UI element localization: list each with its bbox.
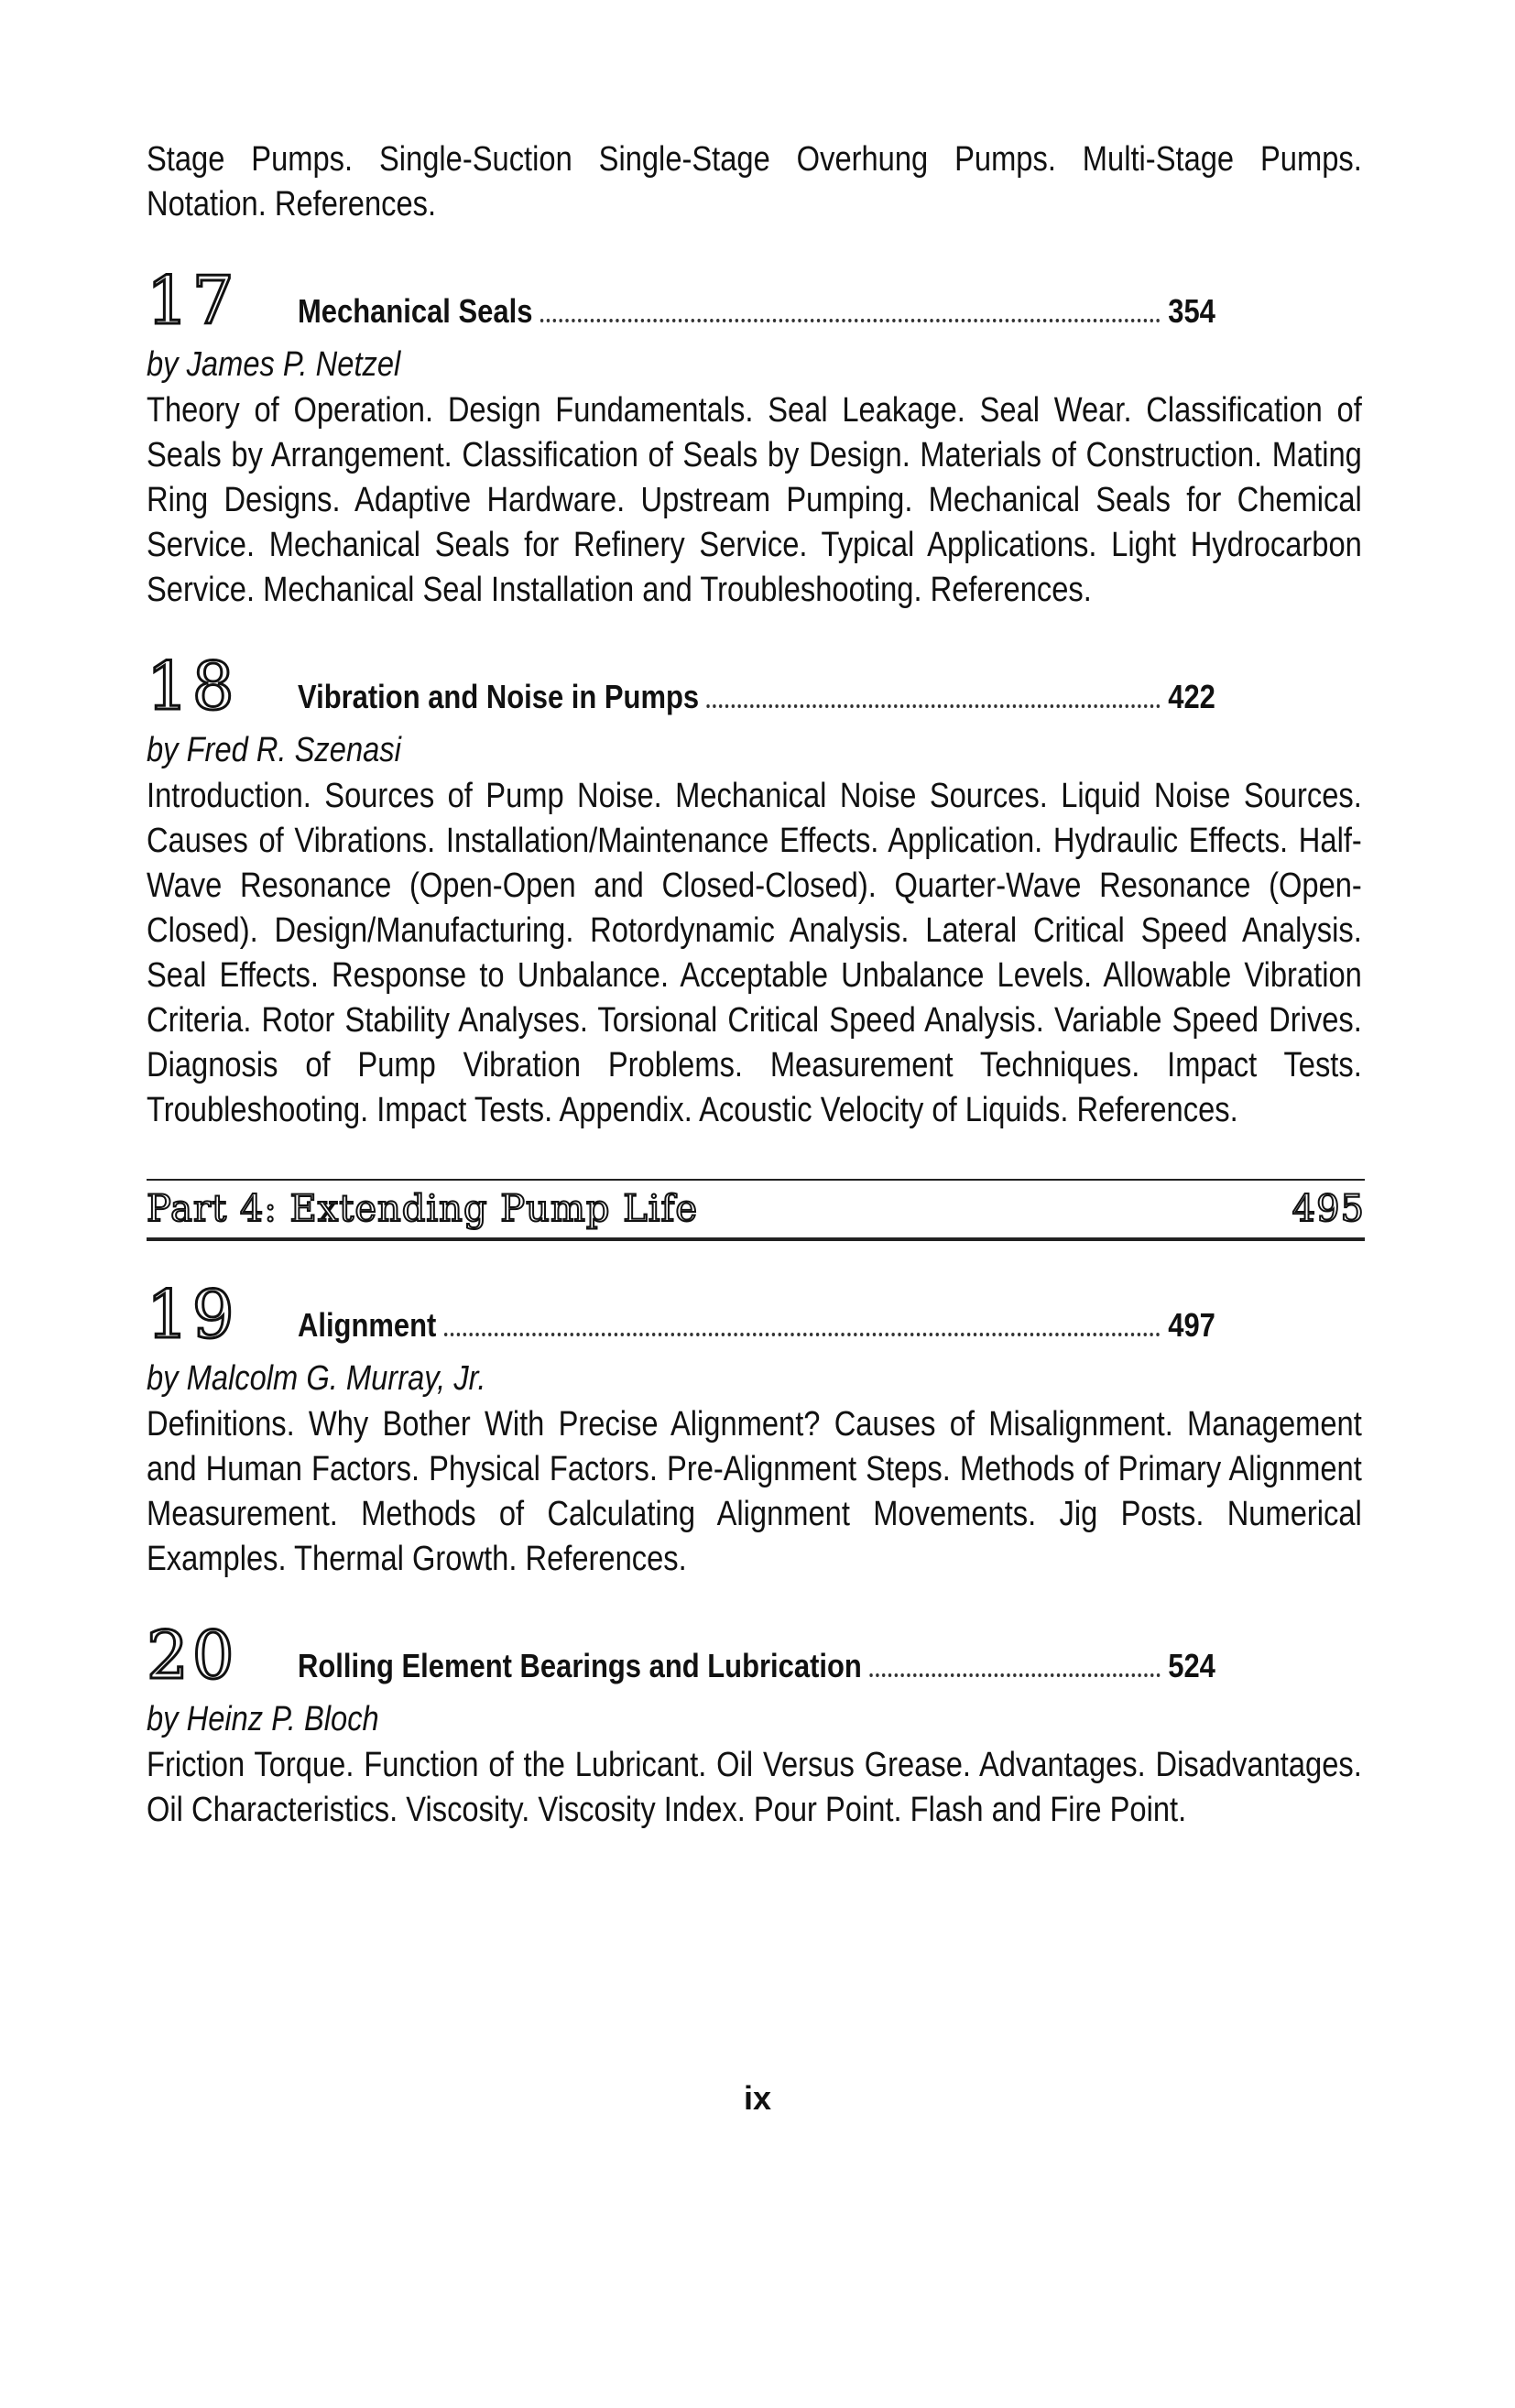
part-title: Part 4: Extending Pump Life — [147, 1188, 699, 1230]
chapter-number: 20 — [147, 1617, 238, 1694]
chapter-author: by Malcolm G. Murray, Jr. — [147, 1359, 486, 1398]
chapter-number: 17 — [147, 262, 238, 339]
chapter-number: 18 — [147, 648, 238, 725]
chapter-title: Rolling Element Bearings and Lubrication — [298, 1647, 862, 1684]
chapter-19-heading — [147, 1274, 1365, 1353]
chapter-title: Vibration and Noise in Pumps — [298, 678, 700, 715]
dot-leader — [707, 704, 1161, 708]
part-rule-bottom — [147, 1237, 1365, 1241]
chapter-18-heading — [147, 646, 1365, 725]
chapter-author: by James P. Netzel — [147, 345, 401, 384]
toc-page — [147, 137, 1365, 1833]
dot-leader — [540, 319, 1161, 322]
chapter-title-row — [298, 1648, 1215, 1688]
chapter-description: Introduction. Sources of Pump Noise. Mechanical Noise Sources. Liquid Noise Sources. Causes of Vibrations. Installation/Maintenance Effects. Application. Hydraulic Effects. Half-Wave Resonance (Open-Open and Closed-Closed). Quarter-Wave Resonance (Open-Closed). Design/Manufacturing. Rotordynamic Analysis. Lateral Critical Speed Analysis. Seal Effects. Response to Unbalance. Acceptable Unbalance Levels. Allowable Vibration Criteria. Rotor Stability Analyses. Torsional Critical Speed Analysis. Variable Speed Drives. Diagnosis of Pump Vibration Problems. Measurement Techniques. Impact Tests. Troubleshooting. Impact Tests. Appendix. Acoustic Velocity of Liquids. References. — [147, 777, 1362, 1129]
part-page-number: 495 — [1292, 1188, 1365, 1230]
dot-leader — [444, 1333, 1161, 1336]
chapter-17-heading — [147, 260, 1365, 339]
chapter-description: Definitions. Why Bother With Precise Alignment? Causes of Misalignment. Management and Human Factors. Physical Factors. Pre-Alignment Steps. Methods of Primary Alignment Measurement. Methods of Calculating Alignment Movements. Jig Posts. Numerical Examples. Thermal Growth. References. — [147, 1405, 1362, 1578]
chapter-description: Theory of Operation. Design Fundamentals. Seal Leakage. Seal Wear. Classification of Seals by Arrangement. Classification of Seals by Design. Materials of Construction. Mating Ring Designs. Adaptive Hardware. Upstream Pumping. Mechanical Seals for Chemical Service. Mechanical Seals for Refinery Service. Typical Applications. Light Hydrocarbon Service. Mechanical Seal Installation and Troubleshooting. References. — [147, 391, 1362, 609]
chapter-page-number: 524 — [1168, 1647, 1215, 1684]
part-row — [147, 1181, 1365, 1237]
chapter-description: Friction Torque. Function of the Lubricant. Oil Versus Grease. Advantages. Disadvantages. Oil Characteristics. Viscosity. Viscosity Index. Pour Point. Flash and Fire Point. — [147, 1746, 1362, 1829]
chapter-page-number: 497 — [1168, 1306, 1215, 1344]
chapter-title-row — [298, 679, 1215, 719]
chapter-author: by Heinz P. Bloch — [147, 1700, 379, 1738]
chapter-title-row — [298, 293, 1215, 333]
chapter-page-number: 422 — [1168, 678, 1215, 715]
intro-text: Stage Pumps. Single-Suction Single-Stage Overhung Pumps. Multi-Stage Pumps. Notation. References. — [147, 140, 1362, 223]
chapter-page-number: 354 — [1168, 292, 1215, 330]
chapter-title: Alignment — [298, 1306, 437, 1344]
page-folio: ix — [743, 2079, 772, 2117]
part-heading — [147, 1179, 1365, 1241]
chapter-title: Mechanical Seals — [298, 292, 533, 330]
chapter-number: 19 — [147, 1276, 238, 1353]
chapter-20-heading — [147, 1615, 1365, 1694]
chapter-title-row — [298, 1307, 1215, 1347]
dot-leader — [869, 1673, 1160, 1677]
chapter-author: by Fred R. Szenasi — [147, 731, 401, 769]
